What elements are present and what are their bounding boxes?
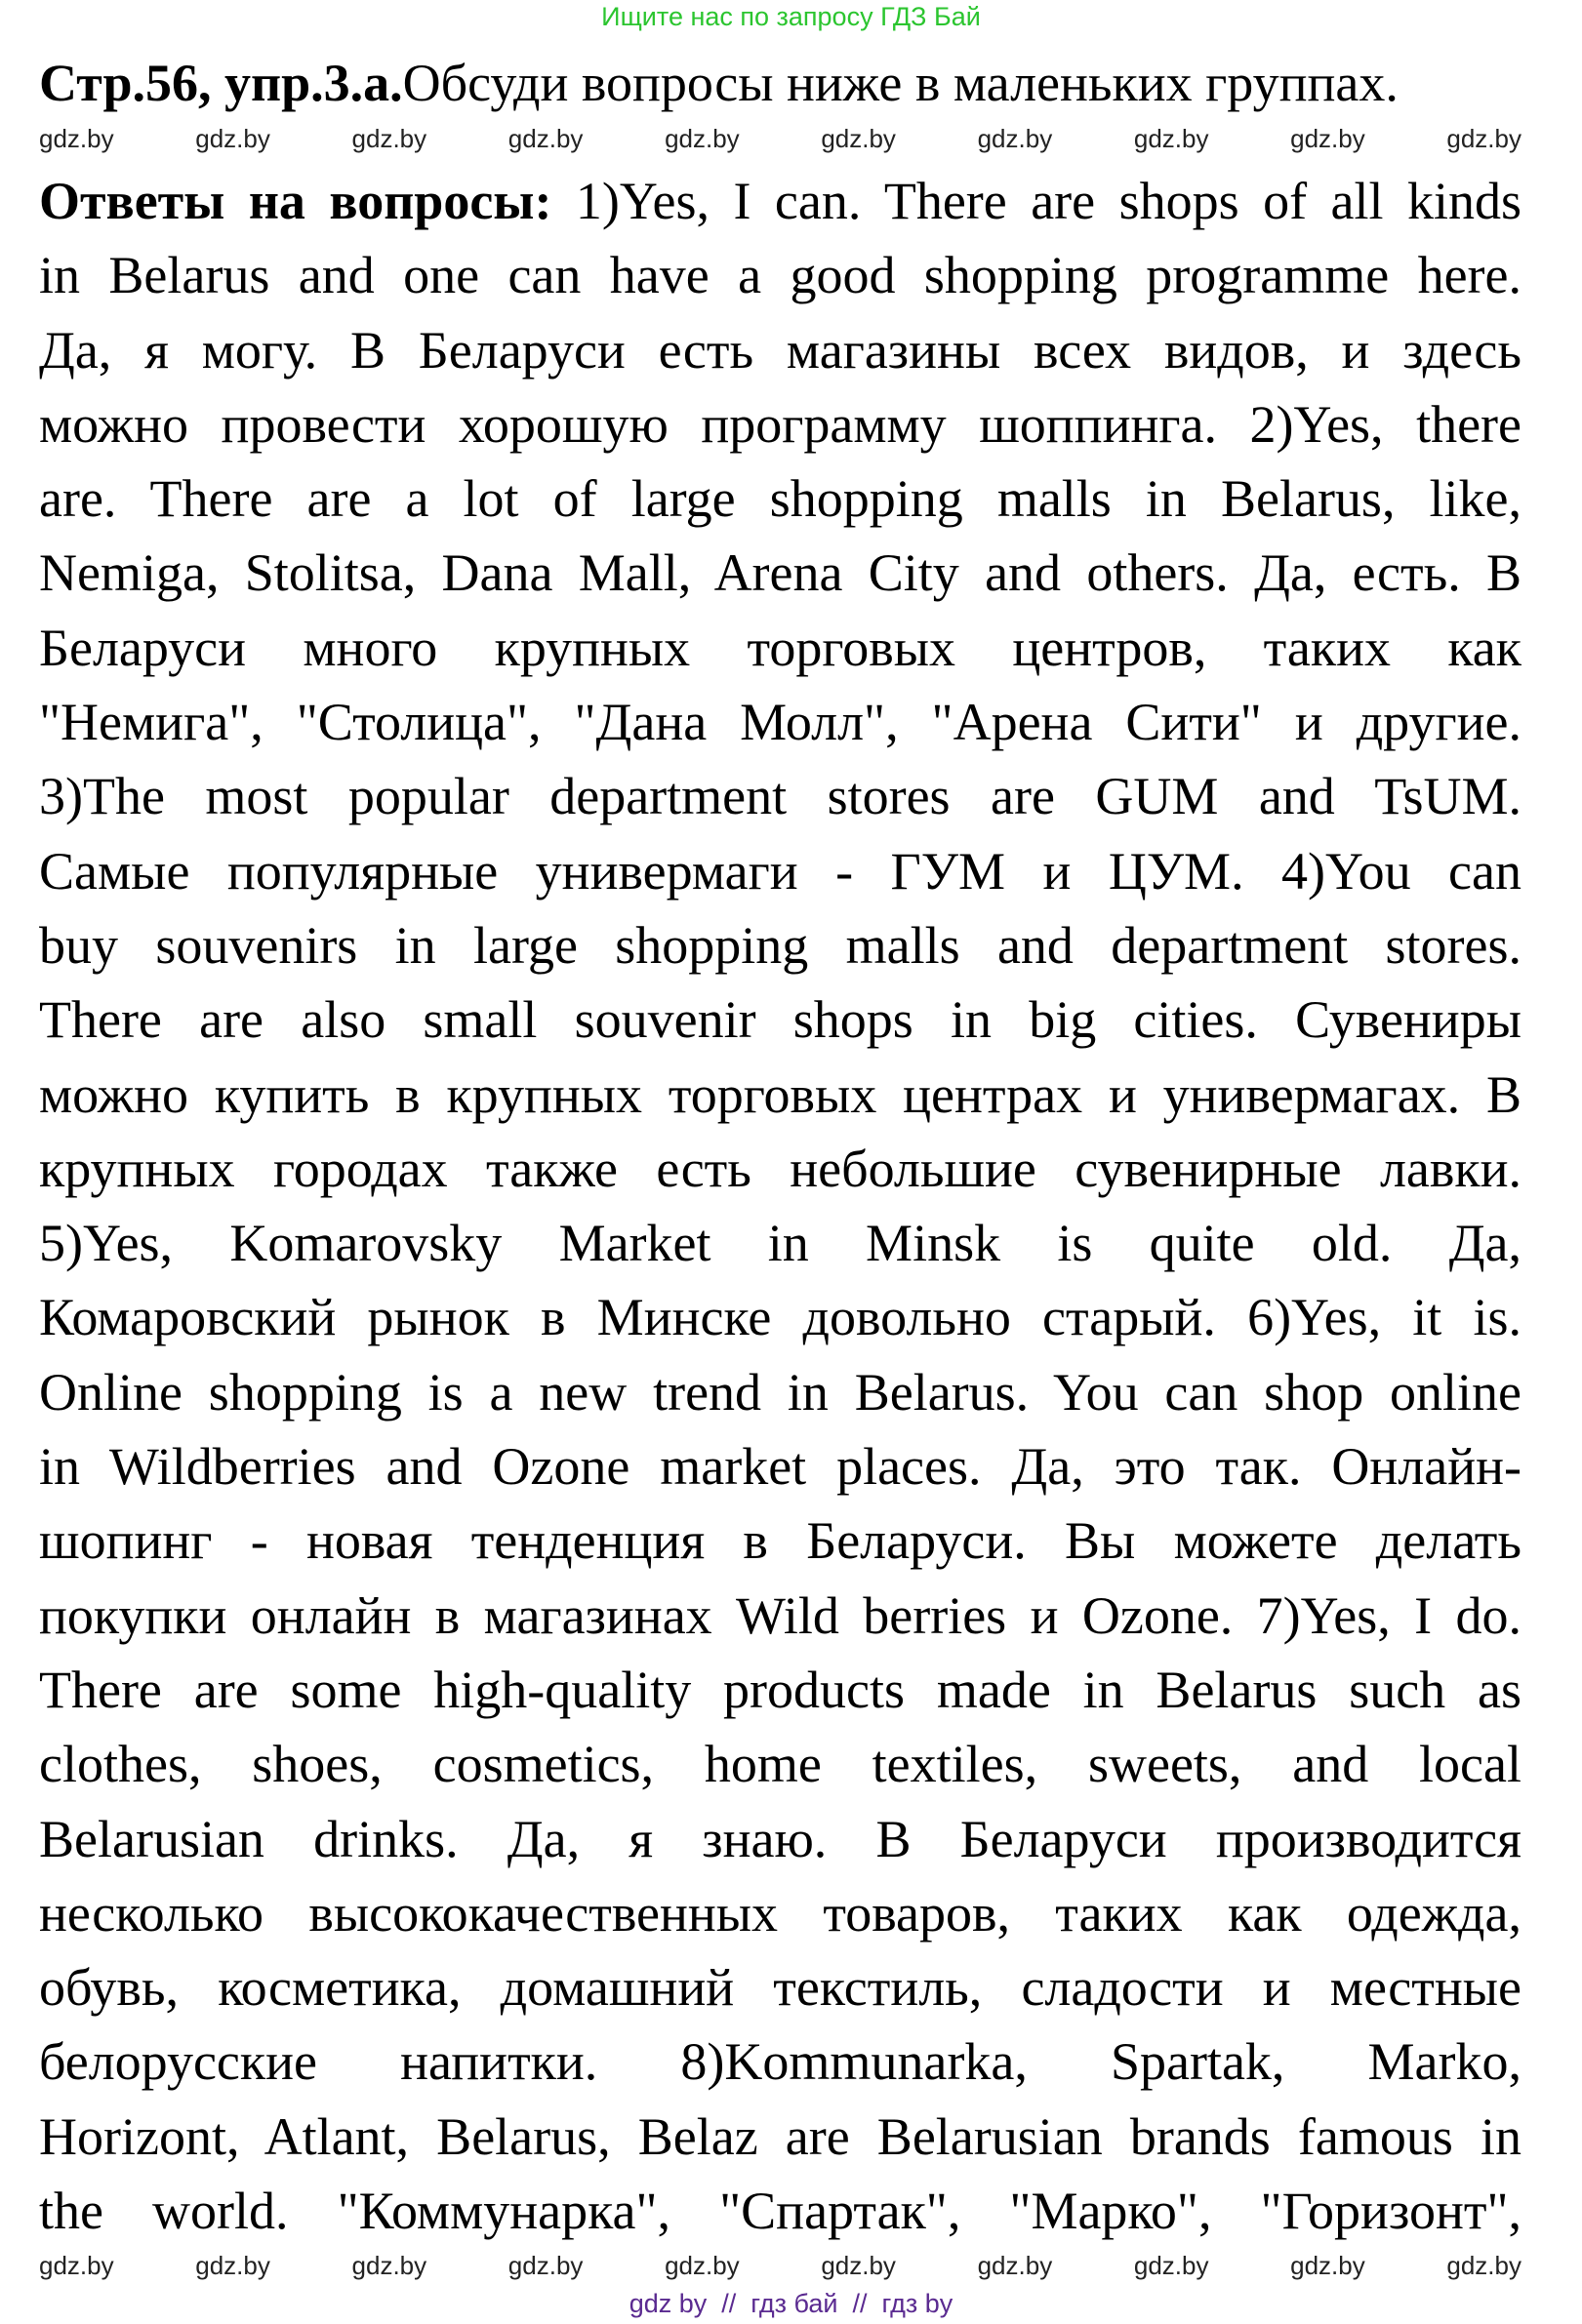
text-line: белорусские напитки. 8)Kommunarka, Spartak, Marko, [39,2032,1521,2092]
text-line: in Wildberries and Ozone market places. Да, это так. Онлайн- [39,1437,1521,1497]
text-line: buy souvenirs in large shopping malls and department stores. [39,915,1521,975]
footer-text: gdz by // гдз бай // гдз by [629,2289,953,2318]
watermark: gdz.by [351,2251,427,2280]
text-line: Комаровский рынок в Минске довольно старый. 6)Yes, it is. [39,1288,1521,1347]
text-line: 5)Yes, Komarovsky Market in Minsk is quite old. Да, [39,1214,1521,1273]
watermark: gdz.by [1133,2251,1209,2280]
watermark: gdz.by [1446,2251,1521,2280]
watermark: gdz.by [1446,124,1521,153]
watermark: gdz.by [665,124,740,153]
watermark-row-bottom [39,2250,1521,2281]
text-line: the world. "Коммунарка", "Спартак", "Марко", "Горизонт", [39,2182,1521,2241]
text-line: are. There are a lot of large shopping malls in Belarus, like, [39,469,1521,529]
watermark: gdz.by [1290,2251,1365,2280]
page-title [39,46,1532,120]
text-line: Да, я могу. В Беларуси есть магазины всех видов, и здесь [39,320,1521,380]
watermark: gdz.by [821,2251,896,2280]
watermark: gdz.by [977,2251,1053,2280]
text-line: покупки онлайн в магазинах Wild berries и Ozone. 7)Yes, I do. [39,1585,1521,1645]
watermark: gdz.by [1133,124,1209,153]
watermark: gdz.by [665,2251,740,2280]
text-line: Беларуси много крупных торговых центров, таких как [39,618,1521,677]
text-line: There are some high-quality products made in Belarus such as [39,1660,1521,1719]
text-line: clothes, shoes, cosmetics, home textiles, sweets, and local [39,1735,1521,1794]
exercise-task: Обсуди вопросы ниже в маленьких группах. [402,54,1399,112]
text-line: можно провести хорошую программу шоппинга. 2)Yes, there [39,394,1521,454]
watermark: gdz.by [351,124,427,153]
text-line: 3)The most popular department stores are GUM and TsUM. [39,767,1521,826]
text-line: шопинг - новая тенденция в Беларуси. Вы можете делать [39,1511,1521,1571]
text-line: Nemiga, Stolitsa, Dana Mall, Arena City and others. Да, есть. В [39,543,1521,603]
search-hint-banner: Ищите нас по запросу ГДЗ Бай [601,2,981,31]
exercise-reference: Стр.56, упр.3.а. [39,54,403,112]
text-line: in Belarus and one can have a good shopping programme here. [39,246,1521,305]
text-line: Belarusian drinks. Да, я знаю. В Беларуси производится [39,1809,1521,1868]
text-line: обувь, косметика, домашний текстиль, сладости и местные [39,1958,1521,2018]
watermark: gdz.by [39,2251,114,2280]
text-line: "Немига", "Столица", "Дана Молл", "Арена Сити" и другие. [39,693,1521,752]
watermark: gdz.by [195,124,270,153]
answers-text [39,164,1521,2248]
watermark: gdz.by [39,124,114,153]
text-line: There are also small souvenir shops in big cities. Сувениры [39,990,1521,1050]
text-line: Ответы на вопросы: 1)Yes, I can. There are shops of all kinds [39,172,1521,230]
watermark: gdz.by [977,124,1053,153]
text-line: Horizont, Atlant, Belarus, Belaz are Belarusian brands famous in [39,2106,1521,2166]
text-line: Online shopping is a new trend in Belarus. You can shop online [39,1362,1521,1422]
watermark: gdz.by [507,2251,584,2280]
watermark: gdz.by [195,2251,270,2280]
watermark: gdz.by [507,124,584,153]
answers-label: Ответы на вопросы: [39,172,552,230]
watermark: gdz.by [1290,124,1365,153]
text-line: крупных городах также есть небольшие сувенирные лавки. [39,1139,1521,1198]
watermark: gdz.by [821,124,896,153]
watermark-row-top [39,123,1521,154]
text-line: Самые популярные универмаги - ГУМ и ЦУМ. 4)You can [39,841,1521,901]
text-line: несколько высококачественных товаров, таких как одежда, [39,1883,1521,1943]
text-line: можно купить в крупных торговых центрах и универмагах. В [39,1064,1521,1124]
footer-watermark [0,2288,1582,2319]
